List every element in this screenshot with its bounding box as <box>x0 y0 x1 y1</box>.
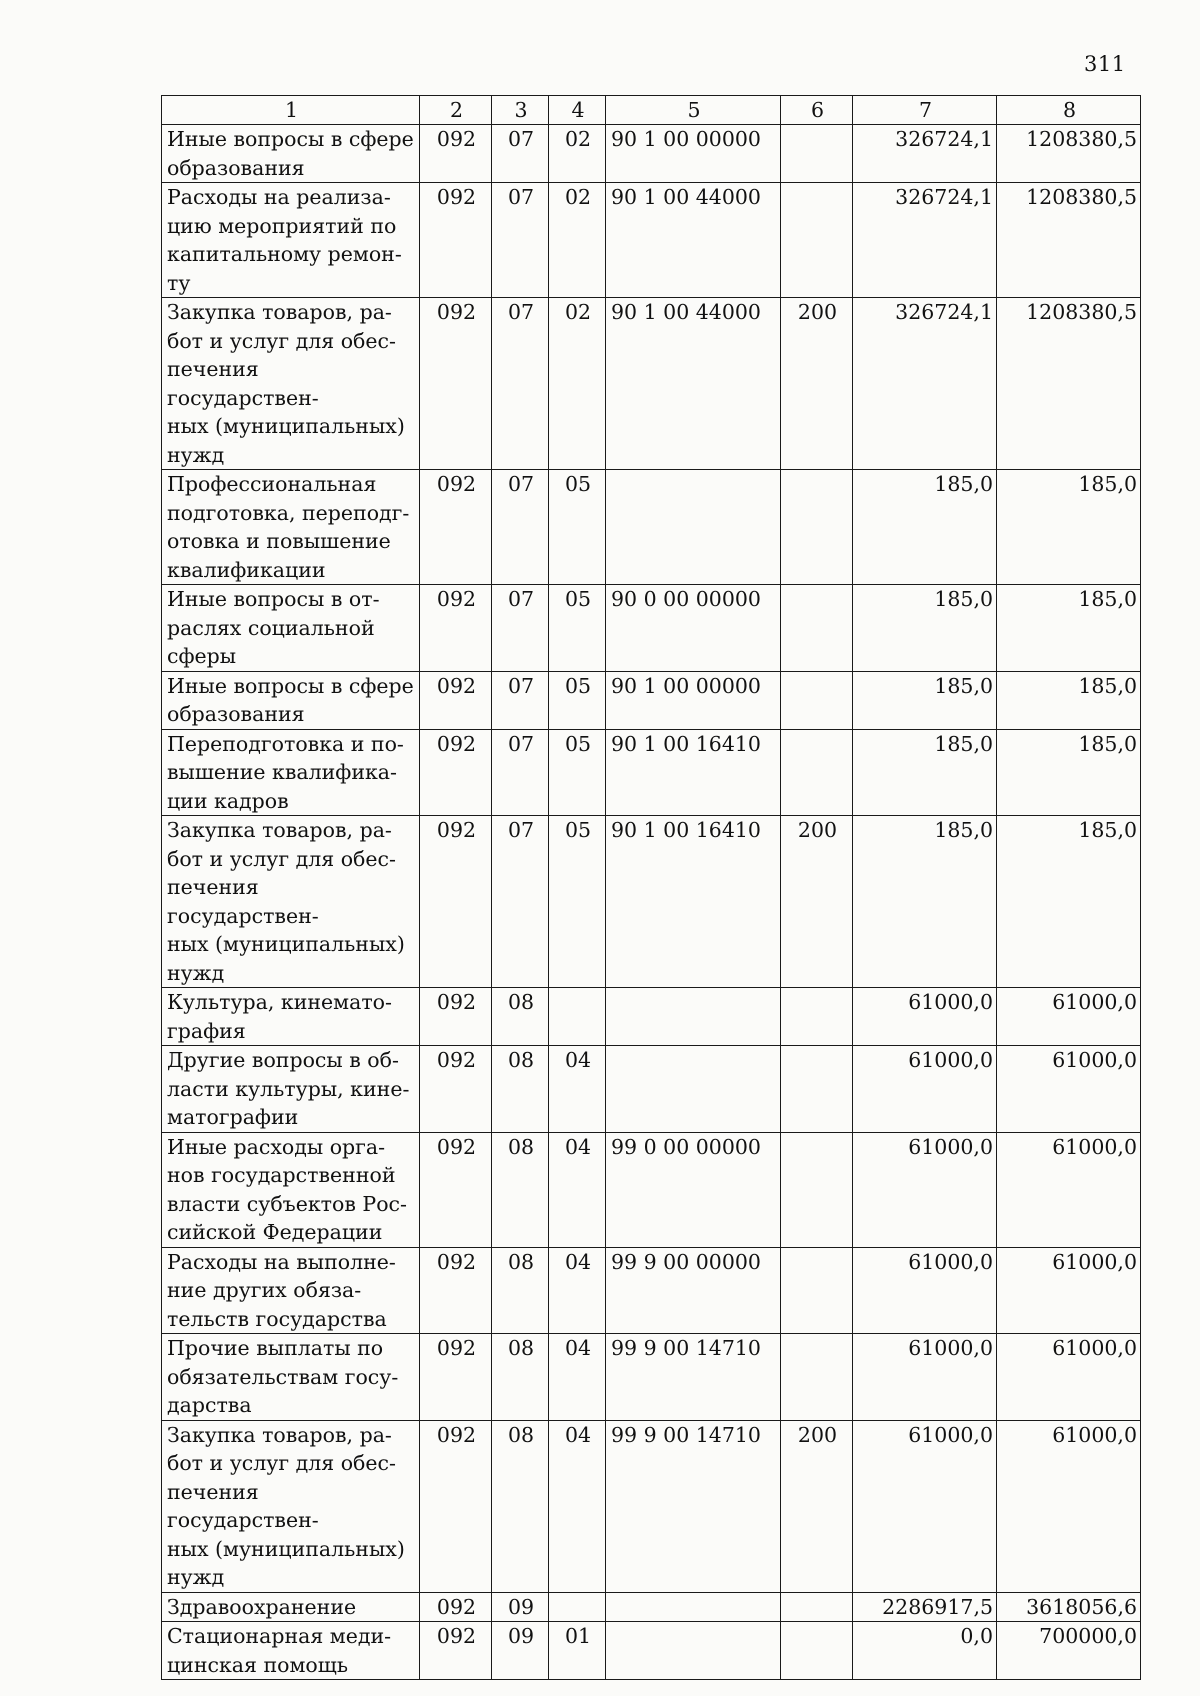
expense-type <box>781 1046 853 1133</box>
department-code: 092 <box>420 183 492 298</box>
target-article: 99 9 00 14710 <box>606 1334 781 1421</box>
amount-col-7: 61000,0 <box>853 1046 997 1133</box>
section-code: 07 <box>492 816 549 988</box>
amount-col-7: 185,0 <box>853 470 997 585</box>
expense-type <box>781 470 853 585</box>
expense-type <box>781 1334 853 1421</box>
amount-col-8: 185,0 <box>997 816 1141 988</box>
target-article <box>606 988 781 1046</box>
budget-table <box>161 95 1141 1680</box>
subsection-code: 02 <box>549 125 606 183</box>
table-row <box>162 125 1141 183</box>
amount-col-7: 61000,0 <box>853 1247 997 1334</box>
target-article: 99 9 00 00000 <box>606 1247 781 1334</box>
item-name: Расходы на реализа- цию мероприятий по капитальному ремон- ту <box>162 183 420 298</box>
amount-col-8: 185,0 <box>997 671 1141 729</box>
target-article: 99 9 00 14710 <box>606 1420 781 1592</box>
amount-col-7: 61000,0 <box>853 988 997 1046</box>
department-code: 092 <box>420 729 492 816</box>
section-code: 08 <box>492 1132 549 1247</box>
subsection-code: 02 <box>549 298 606 470</box>
expense-type <box>781 183 853 298</box>
department-code: 092 <box>420 470 492 585</box>
target-article: 90 1 00 44000 <box>606 298 781 470</box>
department-code: 092 <box>420 1622 492 1680</box>
item-name: Здравоохранение <box>162 1592 420 1622</box>
table-row <box>162 1132 1141 1247</box>
header-cell: 8 <box>997 96 1141 125</box>
header-cell: 6 <box>781 96 853 125</box>
header-cell: 3 <box>492 96 549 125</box>
section-code: 09 <box>492 1592 549 1622</box>
amount-col-8: 185,0 <box>997 585 1141 672</box>
expense-type <box>781 729 853 816</box>
page-number: 311 <box>1084 52 1126 76</box>
subsection-code: 04 <box>549 1132 606 1247</box>
header-row <box>162 96 1141 125</box>
section-code: 08 <box>492 1334 549 1421</box>
table-row <box>162 585 1141 672</box>
subsection-code: 02 <box>549 183 606 298</box>
table-row <box>162 298 1141 470</box>
department-code: 092 <box>420 298 492 470</box>
subsection-code: 04 <box>549 1247 606 1334</box>
amount-col-7: 61000,0 <box>853 1132 997 1247</box>
item-name: Культура, кинемато- графия <box>162 988 420 1046</box>
subsection-code: 05 <box>549 816 606 988</box>
expense-type <box>781 585 853 672</box>
amount-col-7: 326724,1 <box>853 125 997 183</box>
section-code: 07 <box>492 729 549 816</box>
expense-type <box>781 125 853 183</box>
subsection-code: 05 <box>549 671 606 729</box>
amount-col-7: 61000,0 <box>853 1334 997 1421</box>
item-name: Закупка товаров, ра- бот и услуг для обес- печения государствен- ных (муниципальных) нужд <box>162 816 420 988</box>
subsection-code: 01 <box>549 1622 606 1680</box>
amount-col-8: 1208380,5 <box>997 125 1141 183</box>
amount-col-7: 326724,1 <box>853 183 997 298</box>
department-code: 092 <box>420 816 492 988</box>
table-row <box>162 1334 1141 1421</box>
section-code: 07 <box>492 585 549 672</box>
amount-col-8: 61000,0 <box>997 1046 1141 1133</box>
target-article: 90 0 00 00000 <box>606 585 781 672</box>
header-cell: 5 <box>606 96 781 125</box>
section-code: 07 <box>492 298 549 470</box>
department-code: 092 <box>420 1592 492 1622</box>
department-code: 092 <box>420 125 492 183</box>
amount-col-8: 1208380,5 <box>997 183 1141 298</box>
expense-type <box>781 1622 853 1680</box>
subsection-code: 05 <box>549 585 606 672</box>
subsection-code: 04 <box>549 1420 606 1592</box>
amount-col-7: 185,0 <box>853 585 997 672</box>
amount-col-8: 61000,0 <box>997 988 1141 1046</box>
department-code: 092 <box>420 671 492 729</box>
table-row <box>162 1622 1141 1680</box>
amount-col-8: 61000,0 <box>997 1334 1141 1421</box>
header-cell: 4 <box>549 96 606 125</box>
expense-type <box>781 671 853 729</box>
expense-type: 200 <box>781 1420 853 1592</box>
section-code: 07 <box>492 470 549 585</box>
target-article <box>606 470 781 585</box>
item-name: Профессиональная подготовка, переподг- отовка и повышение квалификации <box>162 470 420 585</box>
item-name: Иные вопросы в сфере образования <box>162 125 420 183</box>
subsection-code: 04 <box>549 1334 606 1421</box>
section-code: 08 <box>492 988 549 1046</box>
table-row <box>162 470 1141 585</box>
amount-col-7: 185,0 <box>853 729 997 816</box>
department-code: 092 <box>420 1247 492 1334</box>
expense-type <box>781 1132 853 1247</box>
target-article <box>606 1592 781 1622</box>
subsection-code: 04 <box>549 1046 606 1133</box>
amount-col-8: 185,0 <box>997 470 1141 585</box>
department-code: 092 <box>420 1132 492 1247</box>
amount-col-8: 61000,0 <box>997 1247 1141 1334</box>
expense-type <box>781 1247 853 1334</box>
table-body <box>162 125 1141 1680</box>
item-name: Стационарная меди- цинская помощь <box>162 1622 420 1680</box>
section-code: 08 <box>492 1247 549 1334</box>
section-code: 07 <box>492 125 549 183</box>
section-code: 07 <box>492 671 549 729</box>
table-row <box>162 816 1141 988</box>
item-name: Прочие выплаты по обязательствам госу- дарства <box>162 1334 420 1421</box>
expense-type: 200 <box>781 298 853 470</box>
department-code: 092 <box>420 1420 492 1592</box>
header-cell: 2 <box>420 96 492 125</box>
subsection-code <box>549 988 606 1046</box>
section-code: 09 <box>492 1622 549 1680</box>
table-row <box>162 1046 1141 1133</box>
amount-col-8: 185,0 <box>997 729 1141 816</box>
table-row <box>162 183 1141 298</box>
target-article: 90 1 00 00000 <box>606 671 781 729</box>
table-row <box>162 729 1141 816</box>
expense-type <box>781 988 853 1046</box>
table-row <box>162 1247 1141 1334</box>
department-code: 092 <box>420 1334 492 1421</box>
table-row <box>162 988 1141 1046</box>
amount-col-7: 326724,1 <box>853 298 997 470</box>
section-code: 08 <box>492 1420 549 1592</box>
target-article: 90 1 00 44000 <box>606 183 781 298</box>
item-name: Переподготовка и по- вышение квалифика- ции кадров <box>162 729 420 816</box>
target-article: 99 0 00 00000 <box>606 1132 781 1247</box>
item-name: Иные вопросы в от- раслях социальной сферы <box>162 585 420 672</box>
table-row <box>162 1420 1141 1592</box>
subsection-code: 05 <box>549 470 606 585</box>
header-cell: 7 <box>853 96 997 125</box>
header-cell: 1 <box>162 96 420 125</box>
target-article <box>606 1622 781 1680</box>
amount-col-7: 61000,0 <box>853 1420 997 1592</box>
amount-col-7: 185,0 <box>853 816 997 988</box>
target-article <box>606 1046 781 1133</box>
target-article: 90 1 00 00000 <box>606 125 781 183</box>
item-name: Иные вопросы в сфере образования <box>162 671 420 729</box>
department-code: 092 <box>420 1046 492 1133</box>
amount-col-8: 1208380,5 <box>997 298 1141 470</box>
item-name: Другие вопросы в об- ласти культуры, кине- матографии <box>162 1046 420 1133</box>
target-article: 90 1 00 16410 <box>606 729 781 816</box>
table-row <box>162 671 1141 729</box>
department-code: 092 <box>420 585 492 672</box>
amount-col-8: 61000,0 <box>997 1132 1141 1247</box>
department-code: 092 <box>420 988 492 1046</box>
table-row <box>162 1592 1141 1622</box>
amount-col-7: 2286917,5 <box>853 1592 997 1622</box>
expense-type <box>781 1592 853 1622</box>
subsection-code <box>549 1592 606 1622</box>
amount-col-8: 3618056,6 <box>997 1592 1141 1622</box>
section-code: 07 <box>492 183 549 298</box>
item-name: Закупка товаров, ра- бот и услуг для обес- печения государствен- ных (муниципальных) нужд <box>162 1420 420 1592</box>
item-name: Иные расходы орга- нов государственной власти субъектов Рос- сийской Федерации <box>162 1132 420 1247</box>
expense-type: 200 <box>781 816 853 988</box>
target-article: 90 1 00 16410 <box>606 816 781 988</box>
amount-col-8: 61000,0 <box>997 1420 1141 1592</box>
subsection-code: 05 <box>549 729 606 816</box>
item-name: Расходы на выполне- ние других обяза- тельств государства <box>162 1247 420 1334</box>
amount-col-8: 700000,0 <box>997 1622 1141 1680</box>
section-code: 08 <box>492 1046 549 1133</box>
amount-col-7: 0,0 <box>853 1622 997 1680</box>
item-name: Закупка товаров, ра- бот и услуг для обес- печения государствен- ных (муниципальных) нужд <box>162 298 420 470</box>
amount-col-7: 185,0 <box>853 671 997 729</box>
